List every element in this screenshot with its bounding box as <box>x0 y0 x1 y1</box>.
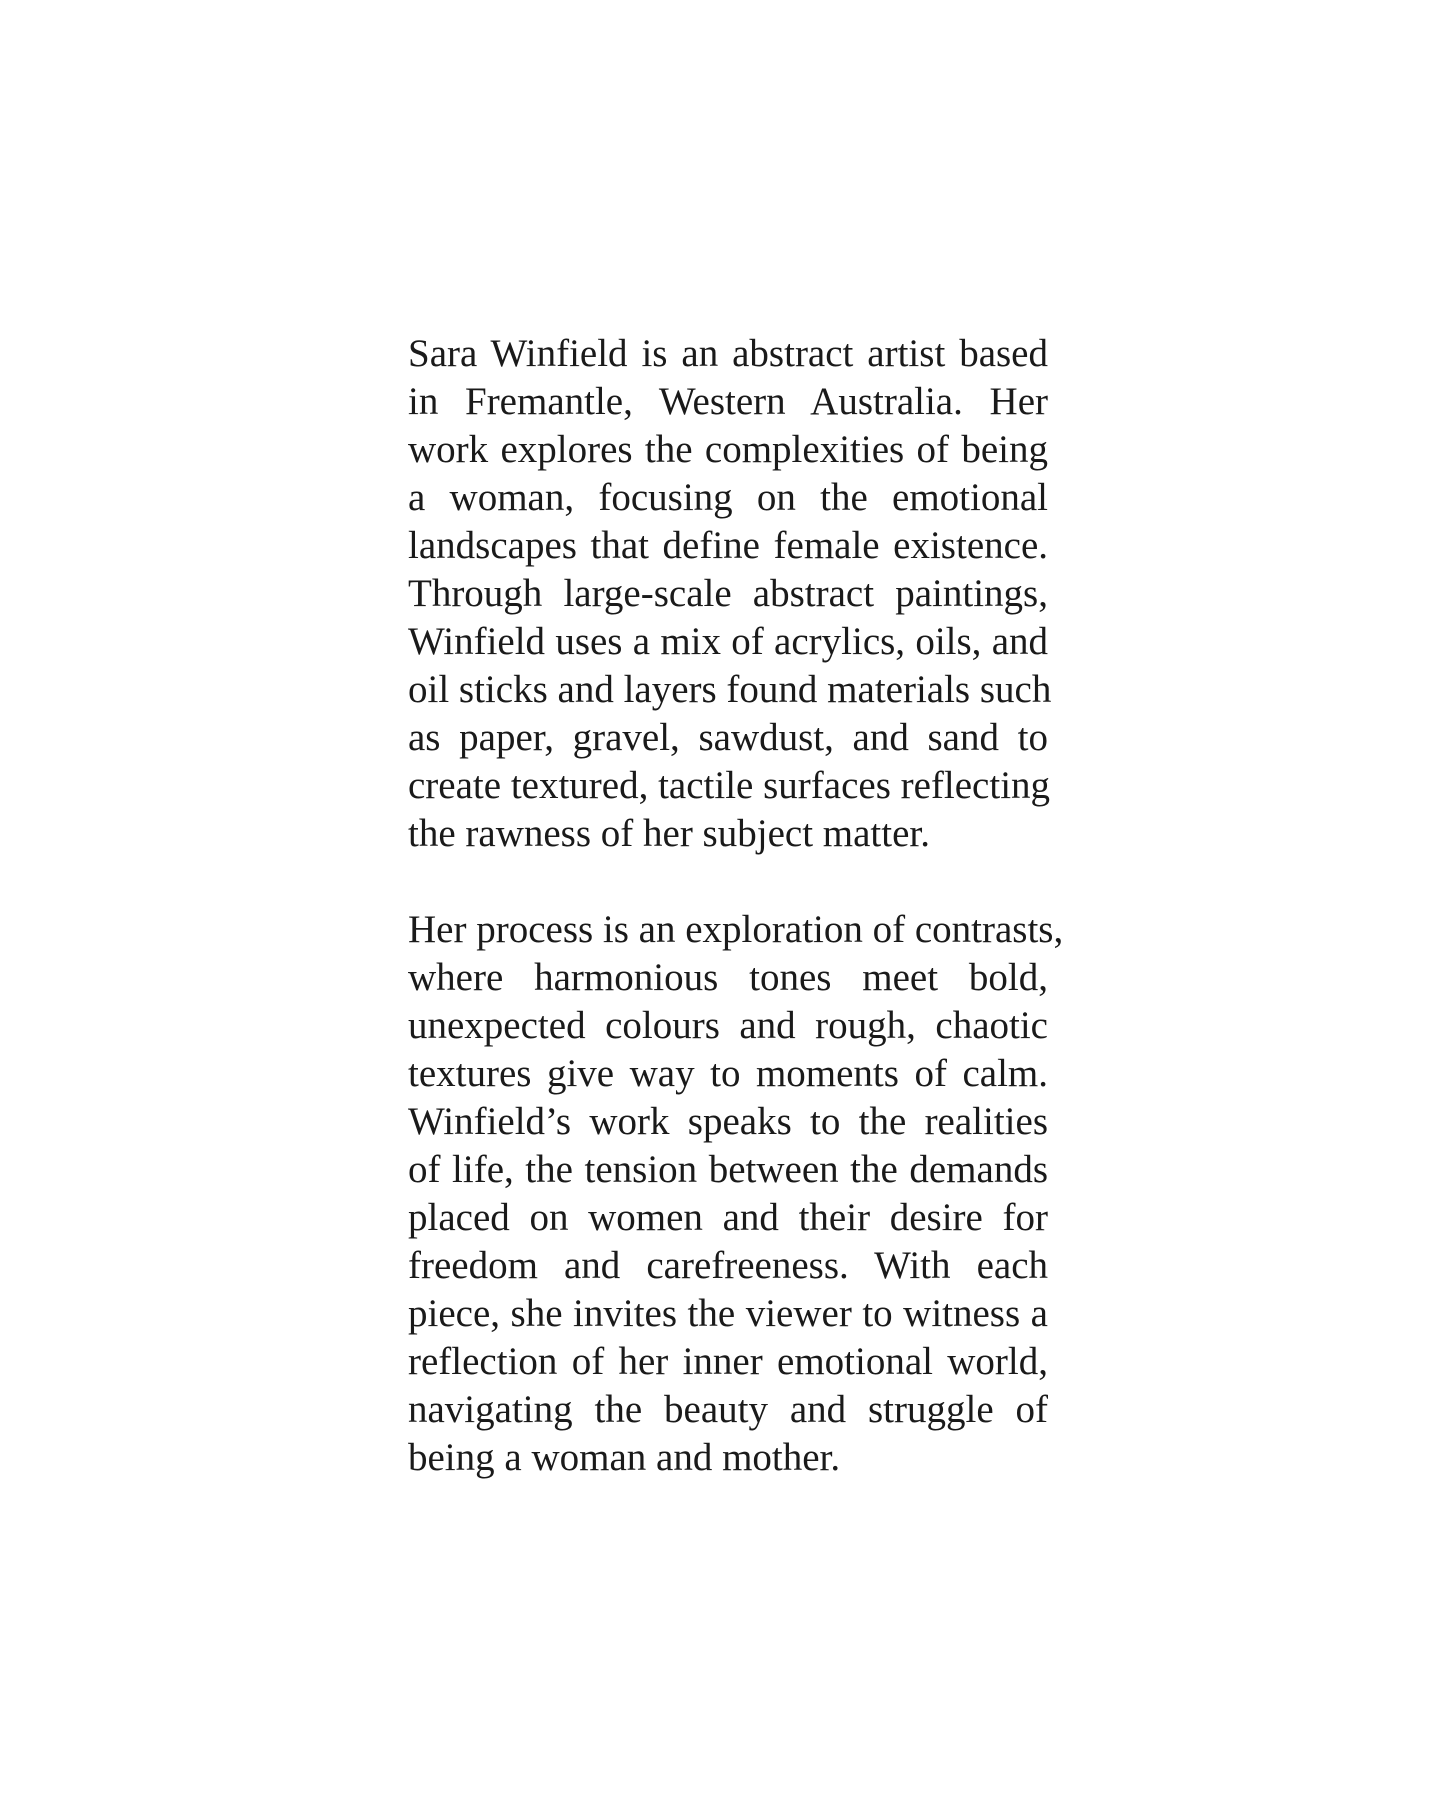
bio-line: navigating the beauty and struggle of <box>408 1388 1048 1431</box>
bio-line: textures give way to moments of calm. <box>408 1052 1048 1095</box>
bio-paragraph-2 <box>408 906 1064 1482</box>
bio-line: Winfield’s work speaks to the realities <box>408 1100 1048 1143</box>
bio-line: in Fremantle, Western Australia. Her <box>408 380 1048 423</box>
bio-line: Through large-scale abstract paintings, <box>408 572 1048 615</box>
bio-line: create textured, tactile surfaces reflecting <box>408 764 1051 807</box>
bio-line: Her process is an exploration of contrasts, <box>408 908 1064 951</box>
bio-line: being a woman and mother. <box>408 1436 841 1479</box>
bio-line: as paper, gravel, sawdust, and sand to <box>408 716 1048 759</box>
bio-line: Winfield uses a mix of acrylics, oils, and <box>408 620 1048 663</box>
bio-line: where harmonious tones meet bold, <box>408 956 1048 999</box>
artist-bio <box>408 330 1064 1482</box>
bio-line: reflection of her inner emotional world, <box>408 1340 1048 1383</box>
bio-line: the rawness of her subject matter. <box>408 812 930 855</box>
bio-line: piece, she invites the viewer to witness a <box>408 1292 1048 1335</box>
bio-line: of life, the tension between the demands <box>408 1148 1048 1191</box>
bio-line: placed on women and their desire for <box>408 1196 1048 1239</box>
bio-line: a woman, focusing on the emotional <box>408 476 1048 519</box>
bio-line: oil sticks and layers found materials such <box>408 668 1052 711</box>
bio-line: Sara Winfield is an abstract artist based <box>408 332 1048 375</box>
bio-line: freedom and carefreeness. With each <box>408 1244 1048 1287</box>
bio-line: work explores the complexities of being <box>408 428 1048 471</box>
bio-paragraph-1 <box>408 330 1052 858</box>
bio-line: landscapes that define female existence. <box>408 524 1048 567</box>
bio-line: unexpected colours and rough, chaotic <box>408 1004 1048 1047</box>
